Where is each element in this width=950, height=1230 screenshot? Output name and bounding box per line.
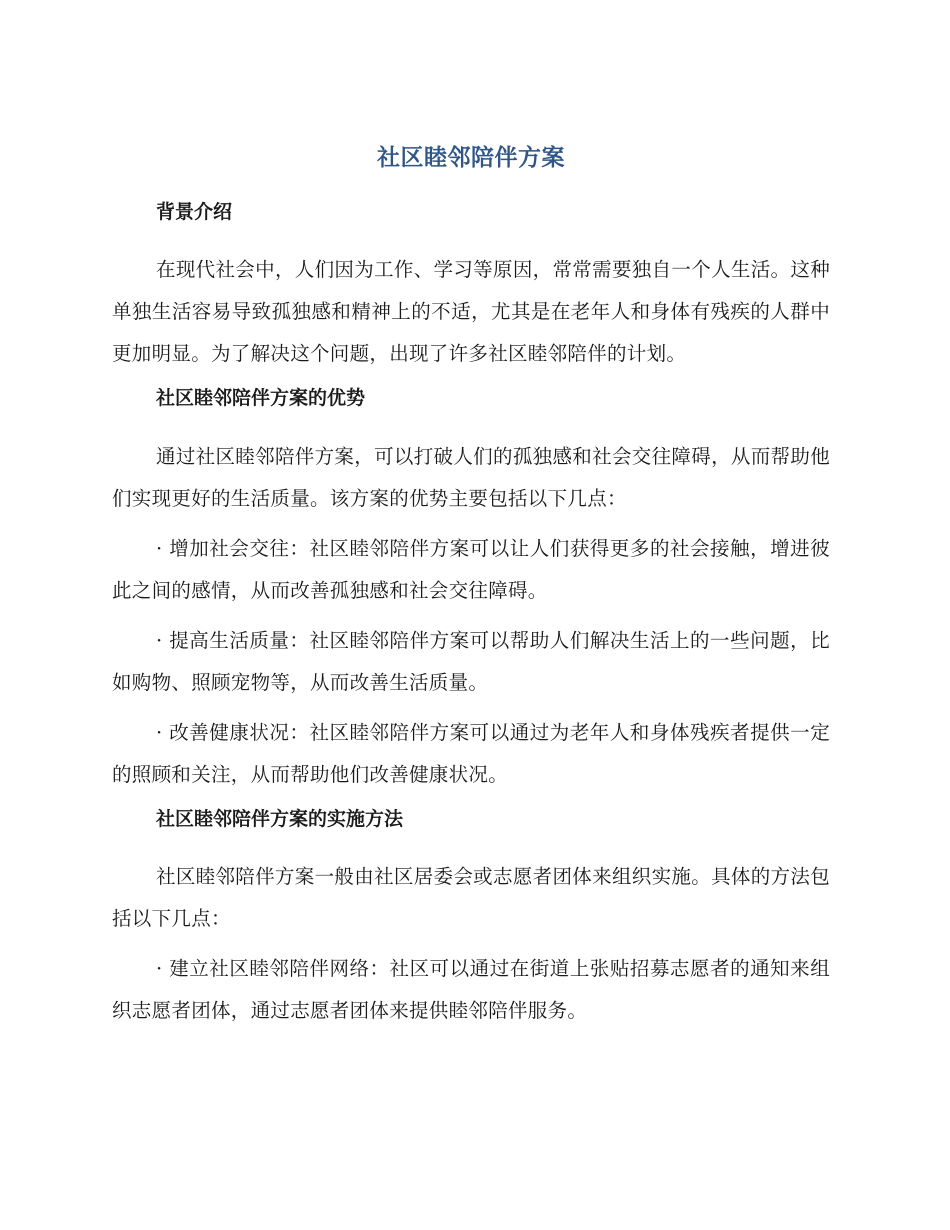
paragraph-implementation-intro: 社区睦邻陪伴方案一般由社区居委会或志愿者团体来组织实施。具体的方法包括以下几点： bbox=[112, 864, 830, 930]
document-page bbox=[112, 140, 830, 1040]
document-title: 社区睦邻陪伴方案 bbox=[377, 145, 565, 171]
bullet-health-status: · 改善健康状况：社区睦邻陪伴方案可以通过为老年人和身体残疾者提供一定的照顾和关注，从而帮助他们改善健康状况。 bbox=[112, 720, 830, 786]
section-heading-background: 背景介绍 bbox=[156, 200, 233, 223]
bullet-build-network: · 建立社区睦邻陪伴网络：社区可以通过在街道上张贴招募志愿者的通知来组织志愿者团体，通过志愿者团体来提供睦邻陪伴服务。 bbox=[112, 956, 830, 1022]
paragraph-background: 在现代社会中，人们因为工作、学习等原因，常常需要独自一个人生活。这种单独生活容易导致孤独感和精神上的不适，尤其是在老年人和身体有残疾的人群中更加明显。为了解决这个问题，出现了许多社区睦邻陪伴的计划。 bbox=[112, 258, 830, 366]
section-heading-implementation: 社区睦邻陪伴方案的实施方法 bbox=[156, 807, 404, 830]
bullet-social-interaction: · 增加社会交往：社区睦邻陪伴方案可以让人们获得更多的社会接触，增进彼此之间的感情，从而改善孤独感和社会交往障碍。 bbox=[112, 536, 830, 602]
bullet-quality-of-life: · 提高生活质量：社区睦邻陪伴方案可以帮助人们解决生活上的一些问题，比如购物、照顾宠物等，从而改善生活质量。 bbox=[112, 628, 830, 694]
paragraph-advantages-intro: 通过社区睦邻陪伴方案，可以打破人们的孤独感和社会交往障碍，从而帮助他们实现更好的生活质量。该方案的优势主要包括以下几点： bbox=[112, 444, 830, 510]
section-heading-advantages: 社区睦邻陪伴方案的优势 bbox=[156, 387, 366, 410]
